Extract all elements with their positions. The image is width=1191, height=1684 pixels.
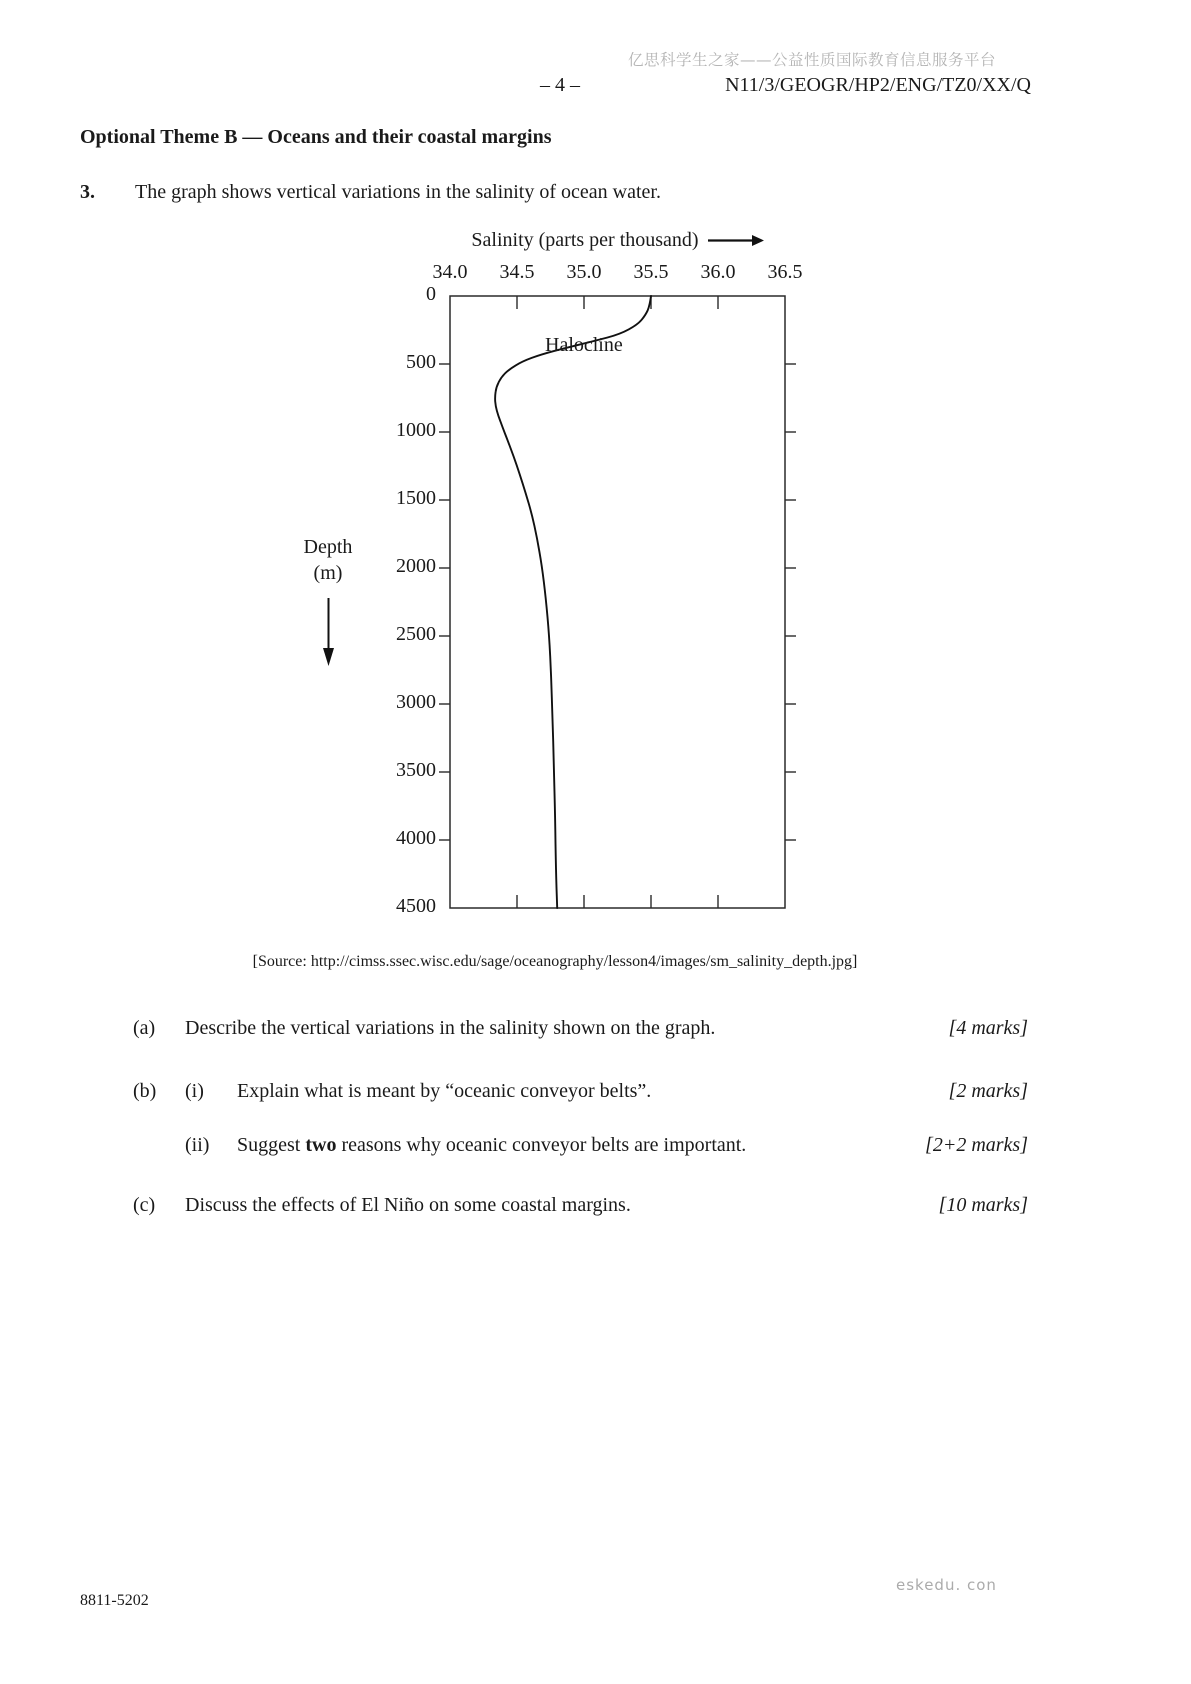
y-tick-label: 0 — [426, 283, 436, 305]
y-axis-title — [296, 534, 360, 586]
header-watermark: 亿思科学生之家——公益性质国际教育信息服务平台 — [628, 51, 997, 69]
x-axis-title-row — [450, 229, 785, 252]
source-citation: [Source: http://cimss.ssec.wisc.edu/sage/oceanography/lesson4/images/sm_salinity_depth.jpg] — [252, 953, 858, 970]
question-part-a — [0, 1017, 1191, 1041]
question-part-c — [0, 1194, 1191, 1218]
part-b-ii-text-bold: two — [305, 1134, 337, 1156]
y-tick-label: 3000 — [396, 691, 436, 713]
paper-code: N11/3/GEOGR/HP2/ENG/TZ0/XX/Q — [725, 74, 1031, 96]
part-b-label: (b) — [133, 1080, 157, 1102]
y-tick-label: 2000 — [396, 555, 436, 577]
y-axis-title-line2: (m) — [313, 562, 343, 584]
document-number: 8811-5202 — [80, 1592, 149, 1609]
y-tick-label: 500 — [406, 351, 436, 373]
x-tick-label: 35.5 — [633, 261, 669, 283]
right-arrow-icon — [708, 234, 764, 247]
page-number: – 4 – — [540, 74, 580, 96]
y-tick-label: 1000 — [396, 419, 436, 441]
x-tick-label: 34.0 — [432, 261, 468, 283]
y-axis-title-line1: Depth — [303, 536, 353, 558]
y-tick-label: 2500 — [396, 623, 436, 645]
part-b-ii-marks: [2+2 marks] — [925, 1134, 1028, 1156]
x-tick-label: 36.5 — [767, 261, 803, 283]
question-intro: The graph shows vertical variations in the salinity of ocean water. — [135, 181, 661, 203]
y-tick-label: 4500 — [396, 895, 436, 917]
question-part-b-ii — [0, 1134, 1191, 1158]
question-part-b-i — [0, 1080, 1191, 1104]
y-tick-label: 3500 — [396, 759, 436, 781]
part-a-text: Describe the vertical variations in the salinity shown on the graph. — [185, 1017, 716, 1039]
y-tick-label: 1500 — [396, 487, 436, 509]
site-watermark: eskedu. con — [896, 1576, 997, 1594]
part-b-i-marks: [2 marks] — [948, 1080, 1028, 1102]
y-tick-label: 4000 — [396, 827, 436, 849]
down-arrow-icon — [321, 598, 336, 666]
part-b-ii-label: (ii) — [185, 1134, 210, 1156]
part-b-i-text: Explain what is meant by “oceanic conveyor belts”. — [237, 1080, 652, 1102]
x-tick-label: 34.5 — [499, 261, 535, 283]
part-b-ii-text — [237, 1134, 746, 1157]
question-number: 3. — [80, 181, 95, 203]
x-tick-label: 35.0 — [566, 261, 602, 283]
x-tick-label: 36.0 — [700, 261, 736, 283]
part-b-ii-text-pre: Suggest — [237, 1134, 306, 1156]
salinity-curve — [495, 296, 651, 908]
part-a-label: (a) — [133, 1017, 156, 1039]
theme-title: Optional Theme B — Oceans and their coastal margins — [80, 126, 552, 148]
part-a-marks: [4 marks] — [948, 1017, 1028, 1039]
part-c-text: Discuss the effects of El Niño on some coastal margins. — [185, 1194, 631, 1216]
x-axis-title: Salinity (parts per thousand) — [471, 229, 699, 251]
part-b-ii-text-post: reasons why oceanic conveyor belts are important. — [336, 1134, 747, 1156]
part-c-marks: [10 marks] — [938, 1194, 1028, 1216]
halocline-annotation: Halocline — [545, 334, 623, 356]
part-c-label: (c) — [133, 1194, 156, 1216]
part-b-i-label: (i) — [185, 1080, 204, 1102]
